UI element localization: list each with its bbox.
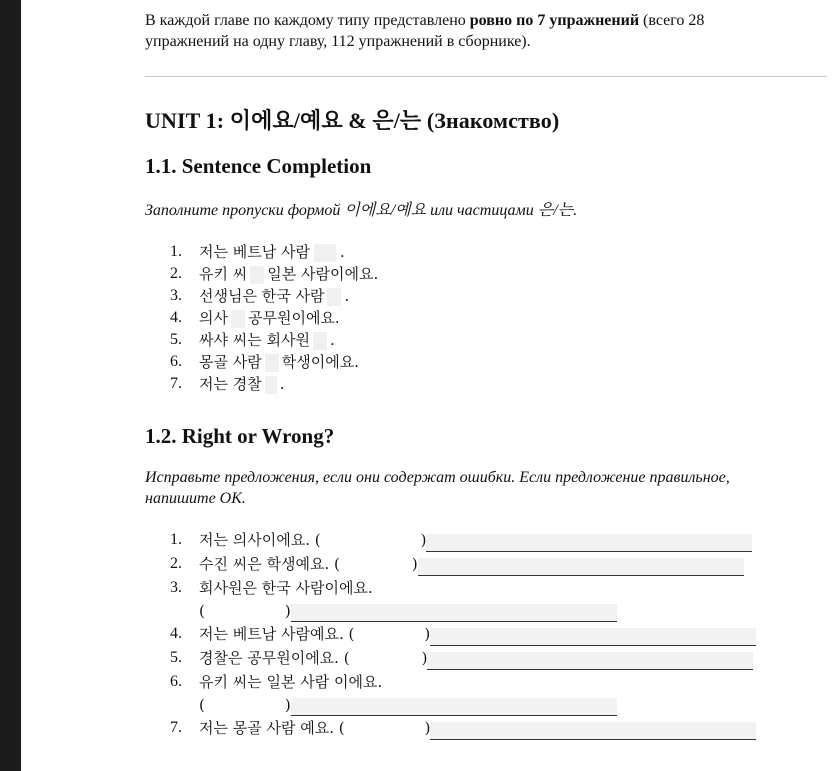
section-2-title: 1.2. Right or Wrong? <box>145 424 335 448</box>
list-item <box>170 528 756 552</box>
item-number: 7. <box>170 375 182 392</box>
close-paren: ) <box>420 531 427 549</box>
blank-field[interactable] <box>231 310 245 328</box>
close-paren: ) <box>284 602 291 620</box>
open-paren: ( <box>199 696 205 714</box>
list-item <box>170 552 756 576</box>
answer-line[interactable] <box>291 604 617 622</box>
list-item <box>170 307 378 329</box>
item-number: 4. <box>170 309 182 326</box>
item-text: 싸샤 씨는 회사원 <box>199 331 310 349</box>
blank-field[interactable] <box>265 376 277 394</box>
section-2-instruction <box>145 467 805 509</box>
intro-text-3: упражнений на одну главу, 112 упражнений в сборнике). <box>145 33 531 50</box>
close-paren: ) <box>424 625 431 643</box>
close-paren: ) <box>421 649 428 667</box>
list-item <box>170 241 378 263</box>
item-text: 유키 씨 <box>199 265 248 283</box>
item-number: 7. <box>170 719 182 736</box>
item-number: 2. <box>170 555 182 572</box>
section-1-list <box>170 241 378 395</box>
item-text: 유키 씨는 일본 사람 이에요. <box>199 673 383 691</box>
intro-paragraph <box>145 10 795 52</box>
item-number: 6. <box>170 673 182 690</box>
item-text: 수진 씨은 학생예요. ( <box>199 555 340 573</box>
item-number: 1. <box>170 243 182 260</box>
item-number: 4. <box>170 625 182 642</box>
item-text: . <box>329 331 335 349</box>
window-left-edge <box>0 0 21 771</box>
answer-line[interactable] <box>430 722 756 740</box>
item-text: . <box>344 287 350 305</box>
item-number: 3. <box>170 287 182 304</box>
list-item <box>170 329 378 351</box>
list-item <box>170 576 756 622</box>
blank-field[interactable] <box>314 244 336 262</box>
open-paren: ( <box>199 602 205 620</box>
horizontal-rule <box>145 76 827 77</box>
item-text: 저는 경찰 <box>199 375 262 393</box>
instruction-line-1: Исправьте предложения, если они содержат ошибки. Если предложение правильное, <box>145 469 730 486</box>
intro-text-2: (всего 28 <box>639 12 705 29</box>
blank-field[interactable] <box>265 354 279 372</box>
item-number: 6. <box>170 353 182 370</box>
answer-line[interactable] <box>426 534 752 552</box>
item-number: 2. <box>170 265 182 282</box>
close-paren: ) <box>284 696 291 714</box>
list-item <box>170 670 756 716</box>
item-text: 선생님은 한국 사람 <box>199 287 325 305</box>
blank-field[interactable] <box>313 332 327 350</box>
item-text: . <box>279 375 285 393</box>
item-text: 저는 베트남 사람 <box>199 243 310 261</box>
item-number: 5. <box>170 331 182 348</box>
item-text: . <box>339 243 345 261</box>
section-1-title: 1.1. Sentence Completion <box>145 154 372 178</box>
unit-title: UNIT 1: 이에요/예요 & 은/는 (Знакомство) <box>145 108 560 133</box>
intro-bold: ровно по 7 упражнений <box>469 12 640 29</box>
close-paren: ) <box>424 719 431 737</box>
item-text: 몽골 사람 <box>199 353 262 371</box>
list-item <box>170 716 756 740</box>
intro-text-1: В каждой главе по каждому типу представлено <box>145 12 470 29</box>
item-number: 1. <box>170 531 182 548</box>
item-text: 경찰은 공무원이에요. ( <box>199 649 350 667</box>
list-item <box>170 285 378 307</box>
item-text: 학생이에요. <box>281 353 359 371</box>
item-text: 회사원은 한국 사람이에요. <box>199 579 373 597</box>
item-text: 일본 사람이에요. <box>267 265 379 283</box>
item-text: 의사 <box>199 309 228 327</box>
answer-line[interactable] <box>418 558 744 576</box>
list-item <box>170 351 378 373</box>
item-number: 3. <box>170 579 182 596</box>
answer-line[interactable] <box>427 652 753 670</box>
list-item <box>170 263 378 285</box>
item-text: 저는 베트남 사람예요. ( <box>199 625 355 643</box>
item-text: 저는 몽골 사람 예요. ( <box>199 719 345 737</box>
blank-field[interactable] <box>327 288 341 306</box>
answer-line[interactable] <box>291 698 617 716</box>
section-2-list <box>170 528 756 740</box>
instruction-line-2: напишите OK. <box>145 490 246 507</box>
list-item <box>170 373 378 395</box>
item-text: 저는 의사이에요. ( <box>199 531 321 549</box>
close-paren: ) <box>411 555 418 573</box>
section-1-instruction: Заполните пропуски формой 이에요/예요 или частицами 은/는. <box>145 202 578 219</box>
item-text: 공무원이에요. <box>247 309 340 327</box>
answer-line[interactable] <box>430 628 756 646</box>
list-item <box>170 622 756 646</box>
blank-field[interactable] <box>250 266 264 284</box>
list-item <box>170 646 756 670</box>
item-number: 5. <box>170 649 182 666</box>
